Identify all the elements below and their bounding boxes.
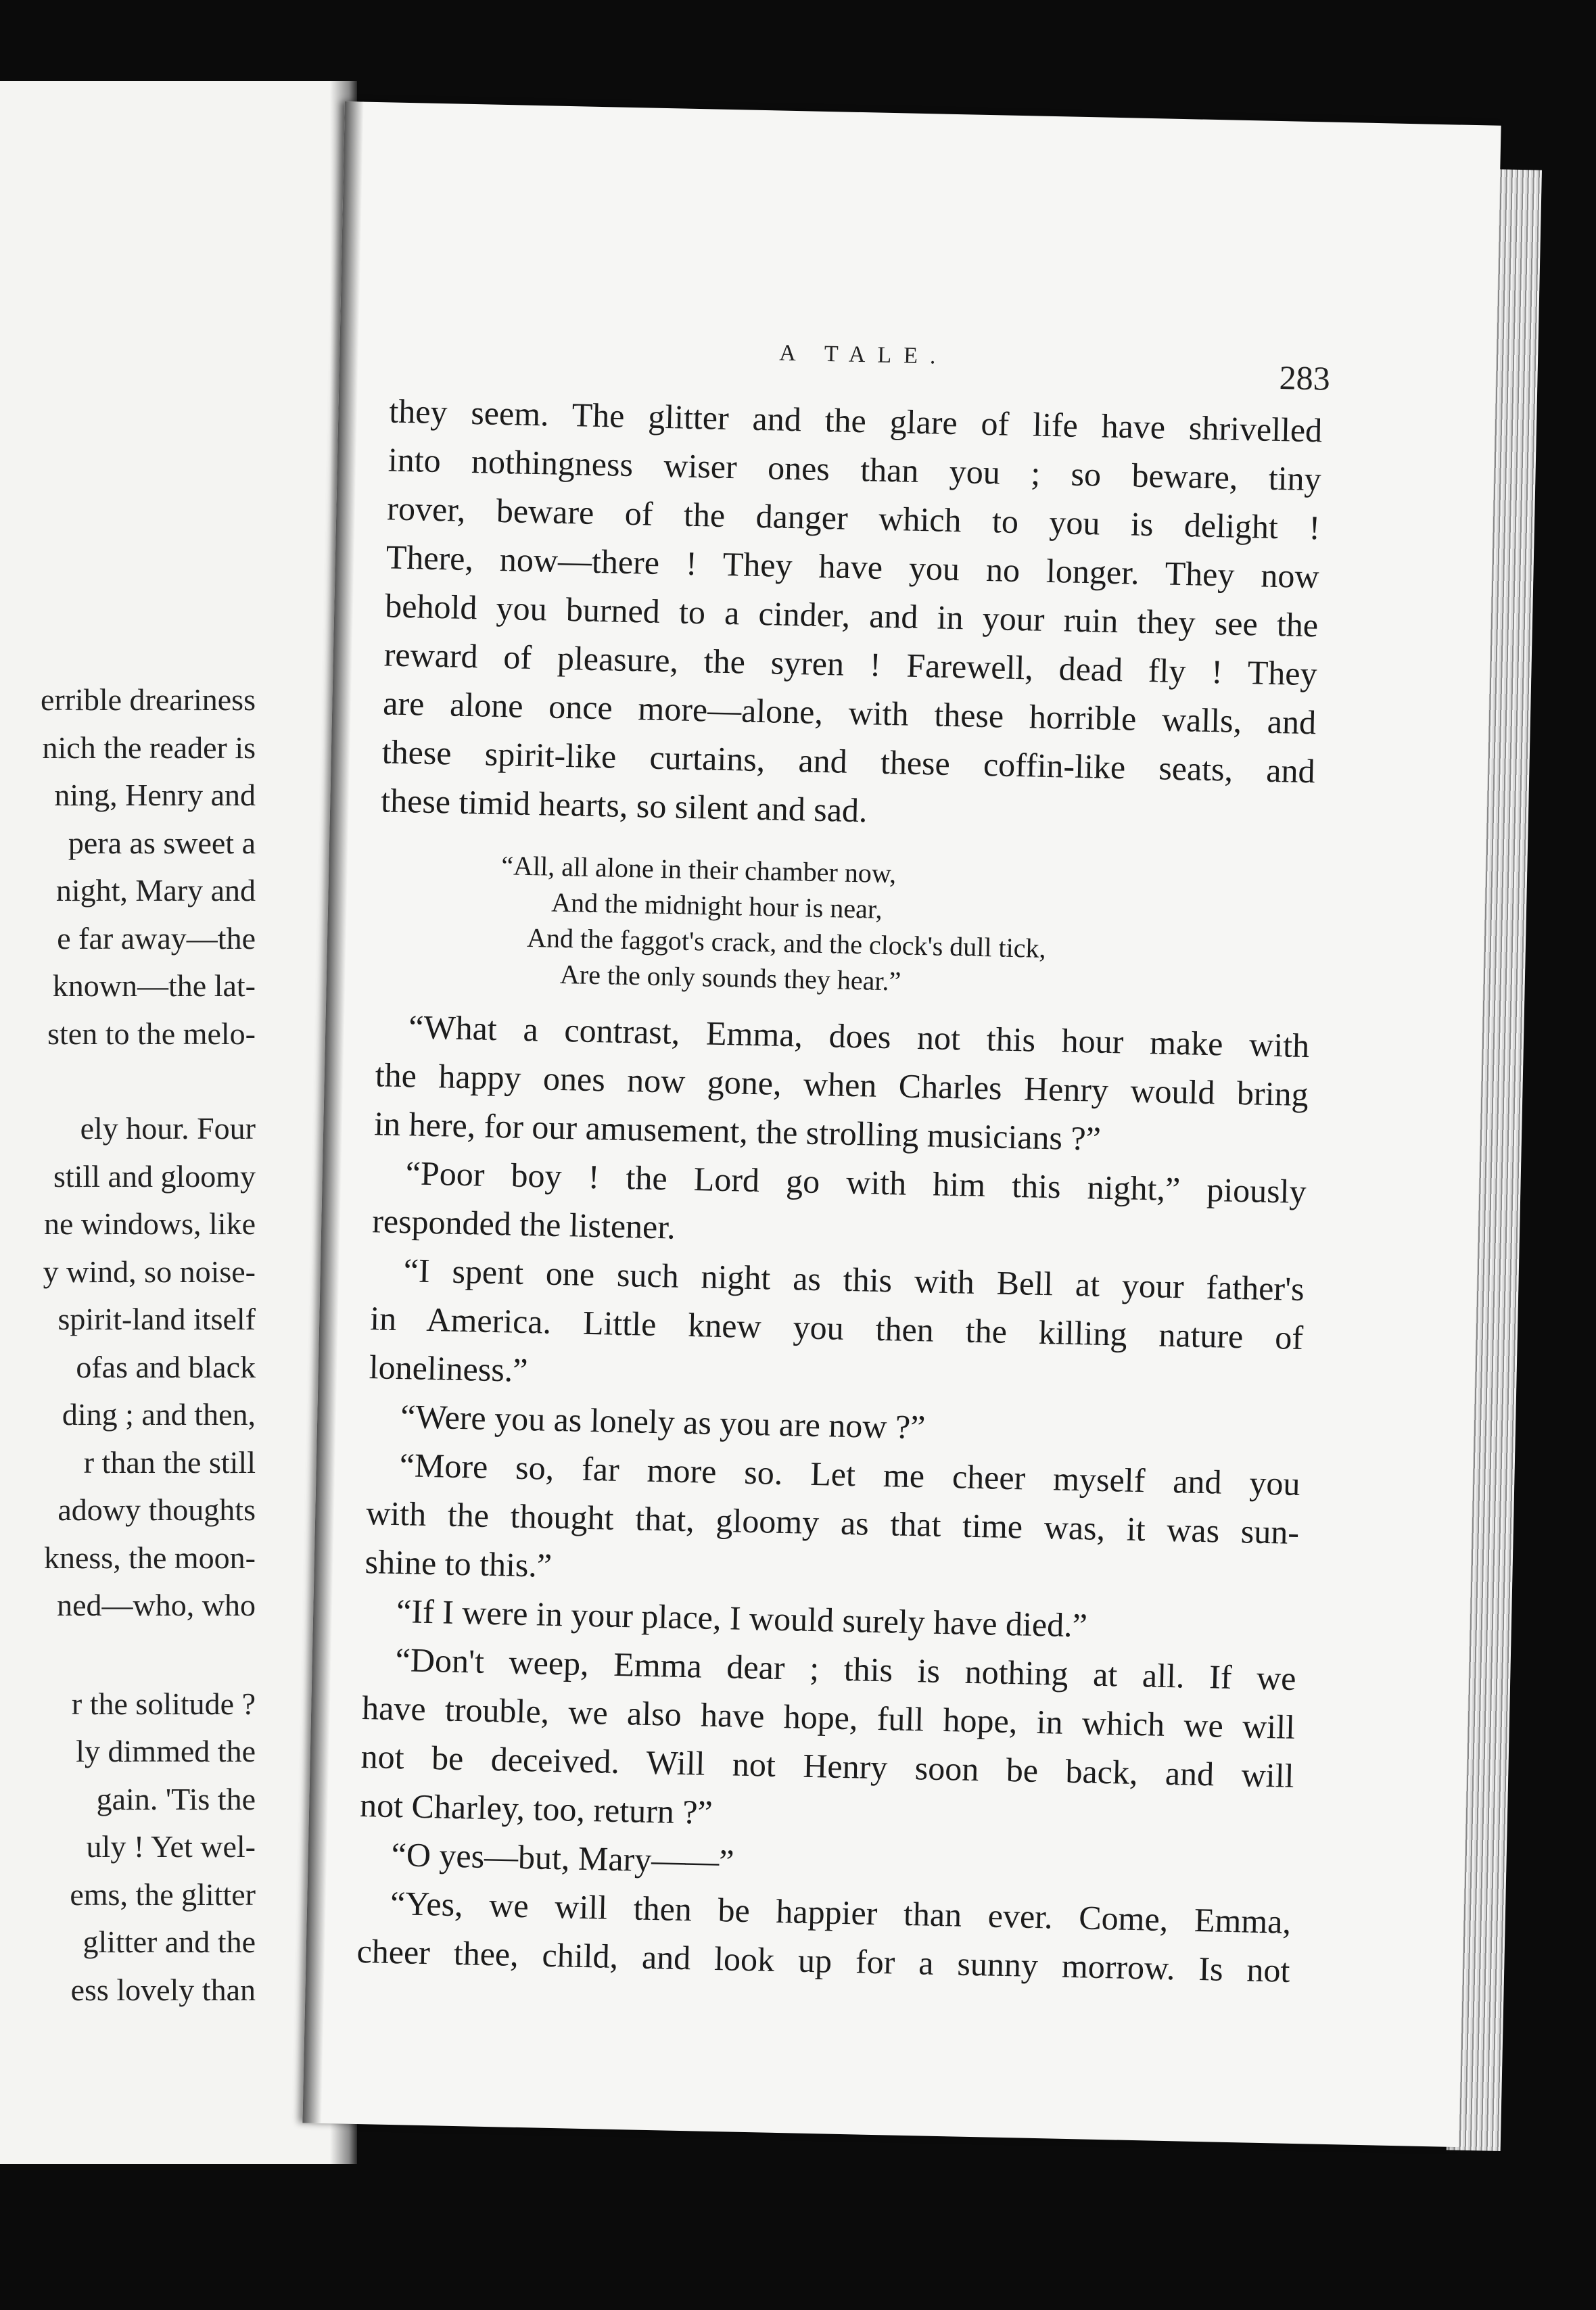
- text-line: behold you burned to a cinder, and in your ruin they see the: [384, 586, 1319, 644]
- text-line: responded the listener.: [371, 1202, 676, 1246]
- text-line: the happy ones now gone, when Charles Henry would bring: [375, 1056, 1309, 1114]
- left-line: nich the reader is: [42, 730, 256, 765]
- text-line: “Were you as lonely as you are now ?”: [400, 1397, 926, 1446]
- text-line: “What a contrast, Emma, does not this hour make with: [408, 1008, 1310, 1065]
- text-line: in America. Little knew you then the killing nature of: [369, 1299, 1304, 1357]
- text-line: “I spent one such night as this with Bell at your father's: [403, 1251, 1305, 1309]
- dialogue-paragraph: [372, 1148, 1307, 1265]
- text-line: in here, for our amusement, the strolling musicians ?”: [373, 1104, 1102, 1158]
- right-page: [302, 101, 1501, 2147]
- poem-line: Are the only sounds they hear.”: [559, 958, 901, 997]
- poem-line: And the faggot's crack, and the clock's dull tick,: [526, 922, 1046, 964]
- left-line: ne windows, like: [43, 1206, 256, 1241]
- text-line: these spirit-like curtains, and these coffin-like seats, and: [381, 732, 1316, 791]
- left-line: ems, the glitter: [70, 1877, 256, 1912]
- text-line: “Don't weep, Emma dear ; this is nothing at all. If we: [395, 1641, 1297, 1697]
- text-line: rover, beware of the danger which to you is delight !: [386, 489, 1321, 547]
- text-line: have trouble, we also have hope, full hope, in which we will: [361, 1689, 1296, 1746]
- poem: [377, 845, 1313, 1008]
- left-line: ned—who, who: [57, 1588, 256, 1622]
- left-line: still and gloomy: [53, 1158, 256, 1194]
- text-line: are alone once more—alone, with these horrible walls, and: [382, 684, 1317, 742]
- dialogue-paragraph: [369, 1245, 1305, 1411]
- text-line: “If I were in your place, I would surely have died.”: [396, 1592, 1088, 1645]
- left-line: sten to the melo-: [47, 1016, 256, 1051]
- text-line: There, now—there ! They have you no longer. They now: [385, 538, 1320, 596]
- left-page-text: [0, 676, 256, 2014]
- text-line: they seem. The glitter and the glare of life have shrivelled: [388, 392, 1323, 450]
- left-line: ess lovely than: [70, 1972, 256, 2007]
- left-line: ofas and black: [76, 1349, 256, 1384]
- paragraph: [381, 386, 1323, 844]
- left-line: glitter and the: [83, 1925, 256, 1959]
- left-line: errible dreariness: [40, 682, 256, 717]
- left-line: adowy thoughts: [57, 1492, 256, 1527]
- text-line: loneliness.”: [369, 1348, 529, 1390]
- left-line: ely hour. Four: [80, 1111, 256, 1146]
- running-header: A TALE.: [778, 340, 948, 369]
- text-line: shine to this.”: [365, 1542, 553, 1584]
- dialogue-paragraph: [356, 1878, 1292, 1995]
- dialogue-paragraph: [359, 1634, 1296, 1849]
- left-line: known—the lat-: [52, 968, 256, 1003]
- left-line: r the solitude ?: [71, 1686, 256, 1721]
- text-line: these timid hearts, so silent and sad.: [380, 781, 868, 830]
- left-line: ding ; and then,: [62, 1397, 256, 1432]
- text-line: with the thought that, gloomy as that time was, it was sun-: [365, 1494, 1300, 1552]
- left-line: ning, Henry and: [54, 778, 256, 812]
- left-page: [0, 81, 357, 2164]
- left-line: night, Mary and: [55, 873, 256, 908]
- left-line: spirit-land itself: [57, 1302, 256, 1336]
- left-line: y wind, so noise-: [43, 1254, 256, 1289]
- text-line: cheer thee, child, and look up for a sunny morrow. Is not: [356, 1931, 1291, 1989]
- page-body: [356, 386, 1323, 1994]
- text-line: not be deceived. Will not Henry soon be back, and will: [360, 1737, 1295, 1795]
- text-line: “Yes, we will then be happier than ever. Come, Emma,: [390, 1883, 1292, 1941]
- dialogue-paragraph: [374, 1001, 1310, 1167]
- left-line: e far away—the: [57, 920, 256, 956]
- text-line: “O yes—but, Mary——”: [391, 1835, 735, 1881]
- left-line: kness, the moon-: [43, 1540, 256, 1575]
- dialogue-paragraph: [365, 1440, 1300, 1605]
- text-line: “More so, far more so. Let me cheer myself and you: [399, 1446, 1301, 1503]
- left-line: pera as sweet a: [68, 825, 256, 860]
- text-line: “Poor boy ! the Lord go with him this night,” piously: [405, 1154, 1307, 1211]
- poem-line: And the midnight hour is near,: [550, 887, 883, 924]
- left-line: gain. 'Tis the: [96, 1781, 256, 1816]
- text-line: not Charley, too, return ?”: [359, 1786, 713, 1831]
- text-line: reward of pleasure, the syren ! Farewell, dead fly ! They: [383, 635, 1318, 693]
- left-line: uly ! Yet wel-: [86, 1829, 256, 1864]
- left-line: r than the still: [83, 1444, 256, 1480]
- page-number: 283: [1279, 358, 1331, 398]
- poem-line: “All, all alone in their chamber now,: [500, 850, 897, 889]
- text-line: into nothingness wiser ones than you ; so beware, tiny: [388, 440, 1322, 498]
- left-line: ly dimmed the: [76, 1734, 256, 1768]
